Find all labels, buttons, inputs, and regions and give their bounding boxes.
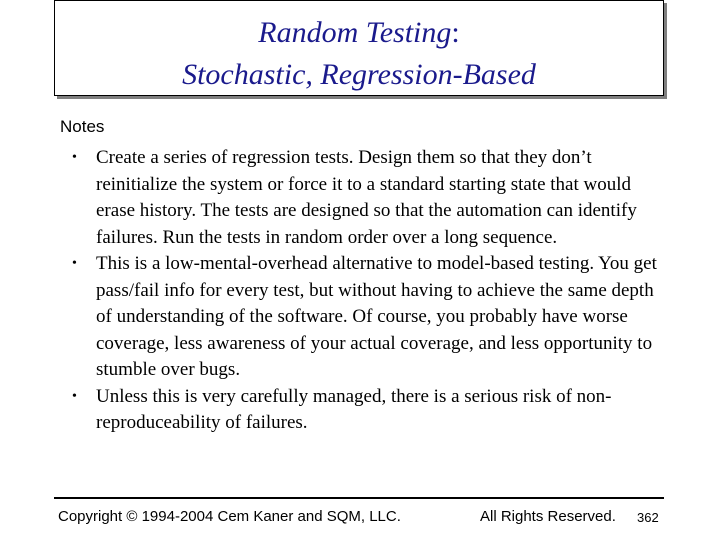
notes-bullet-1 [70, 145, 670, 251]
footer-rights: All Rights Reserved. [480, 508, 616, 525]
bullet-dot-icon: • [72, 256, 77, 271]
footer-copyright: Copyright © 1994-2004 Cem Kaner and SQM, LLC. [58, 508, 401, 525]
footer-divider [54, 497, 664, 499]
slide-title-main: Random Testing [258, 16, 452, 49]
notes-heading: Notes [60, 117, 105, 136]
slide-title-line-1 [55, 16, 663, 50]
slide-title-line-2: Stochastic, Regression-Based [182, 58, 536, 91]
notes-bullet-text: Create a series of regression tests. Design them so that they don’t reinitialize the system or force it to a standard starting state that would erase history. The tests are designed so that the automation can identify failures. Run the tests in random order over a long sequence. [96, 147, 637, 248]
bullet-dot-icon: • [72, 388, 77, 404]
notes-bullet-text: This is a low-mental-overhead alternative to model-based testing. You get pass/fail info for every test, but without having to achieve the same depth of understanding of the software. Of course, you probably have worse coverage, less awareness of your actual coverage, and less opportunity to stumble over bugs. [96, 253, 657, 380]
notes-bullet-3 [70, 384, 670, 437]
bullet-dot-icon: • [72, 150, 77, 165]
notes-bullet-list [70, 145, 670, 437]
notes-bullet-text: Unless this is very carefully managed, there is a serious risk of non-reproduceability of failures. [96, 385, 612, 433]
notes-bullet-2 [70, 251, 670, 384]
slide-title-colon: : [451, 16, 460, 49]
page-number: 362 [637, 510, 659, 525]
slide-title-box [54, 0, 664, 96]
